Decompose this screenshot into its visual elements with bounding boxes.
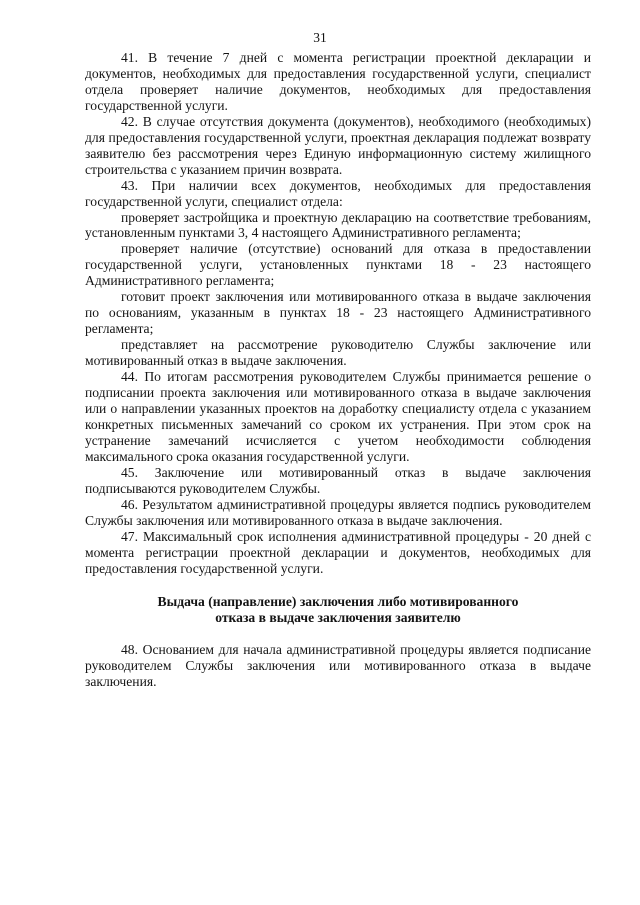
- paragraph-41: 41. В течение 7 дней с момента регистрации проектной декларации и документов, необходимых для предоставления государственной услуги, специалист отдела проверяет наличие документов, необходимых для предоставления государственной услуги.: [85, 50, 591, 113]
- section-heading-line-1: Выдача (направление) заключения либо мотивированного: [157, 594, 519, 610]
- page-number: 31: [313, 30, 327, 45]
- paragraph-45: 45. Заключение или мотивированный отказ в выдаче заключения подписываются руководителем Службы.: [85, 464, 591, 496]
- paragraph-44: 44. По итогам рассмотрения руководителем Службы принимается решение о подписании проекта заключения или мотивированного отказа в выдаче заключения или о направлении указанных проектов на доработку специалисту отдела с указанием конкретных письменных замечаний со сроком их устранения. При этом срок на устранение замечаний исчисляется с учетом необходимости соблюдения максимального срока оказания государственной услуги.: [85, 369, 591, 464]
- paragraph-43: 43. При наличии всех документов, необходимых для предоставления государственной услуги, специалист отдела:: [85, 177, 591, 209]
- section-spacer: [85, 576, 591, 594]
- paragraph-48: 48. Основанием для начала административной процедуры является подписание руководителем Службы заключения или мотивированного отказа в выдаче заключения.: [85, 642, 591, 690]
- paragraph-43-item-2: проверяет наличие (отсутствие) оснований для отказа в предоставлении государственной услуги, установленных пунктами 18 - 23 настоящего Административного регламента;: [85, 241, 591, 289]
- heading-spacer: [85, 626, 591, 642]
- section-heading-line-2: отказа в выдаче заключения заявителю: [215, 610, 461, 626]
- paragraph-47: 47. Максимальный срок исполнения административной процедуры - 20 дней с момента регистрации проектной декларации и документов, необходимых для предоставления государственной услуги.: [85, 528, 591, 576]
- paragraph-43-item-1: проверяет застройщика и проектную декларацию на соответствие требованиям, установленным пунктами 3, 4 настоящего Административного регламента;: [85, 209, 591, 241]
- paragraph-43-item-4: представляет на рассмотрение руководителю Службы заключение или мотивированный отказ в выдаче заключения.: [85, 337, 591, 369]
- document-body: [85, 50, 591, 690]
- paragraph-46: 46. Результатом административной процедуры является подпись руководителем Службы заключения или мотивированного отказа в выдаче заключения.: [85, 496, 591, 528]
- paragraph-43-item-3: готовит проект заключения или мотивированного отказа в выдаче заключения по основаниям, указанным в пунктах 18 - 23 настоящего Административного регламента;: [85, 289, 591, 337]
- paragraph-42: 42. В случае отсутствия документа (документов), необходимого (необходимых) для предоставления государственной услуги, проектная декларация подлежат возврату заявителю без рассмотрения через Единую информационную систему жилищного строительства с указанием причин возврата.: [85, 113, 591, 177]
